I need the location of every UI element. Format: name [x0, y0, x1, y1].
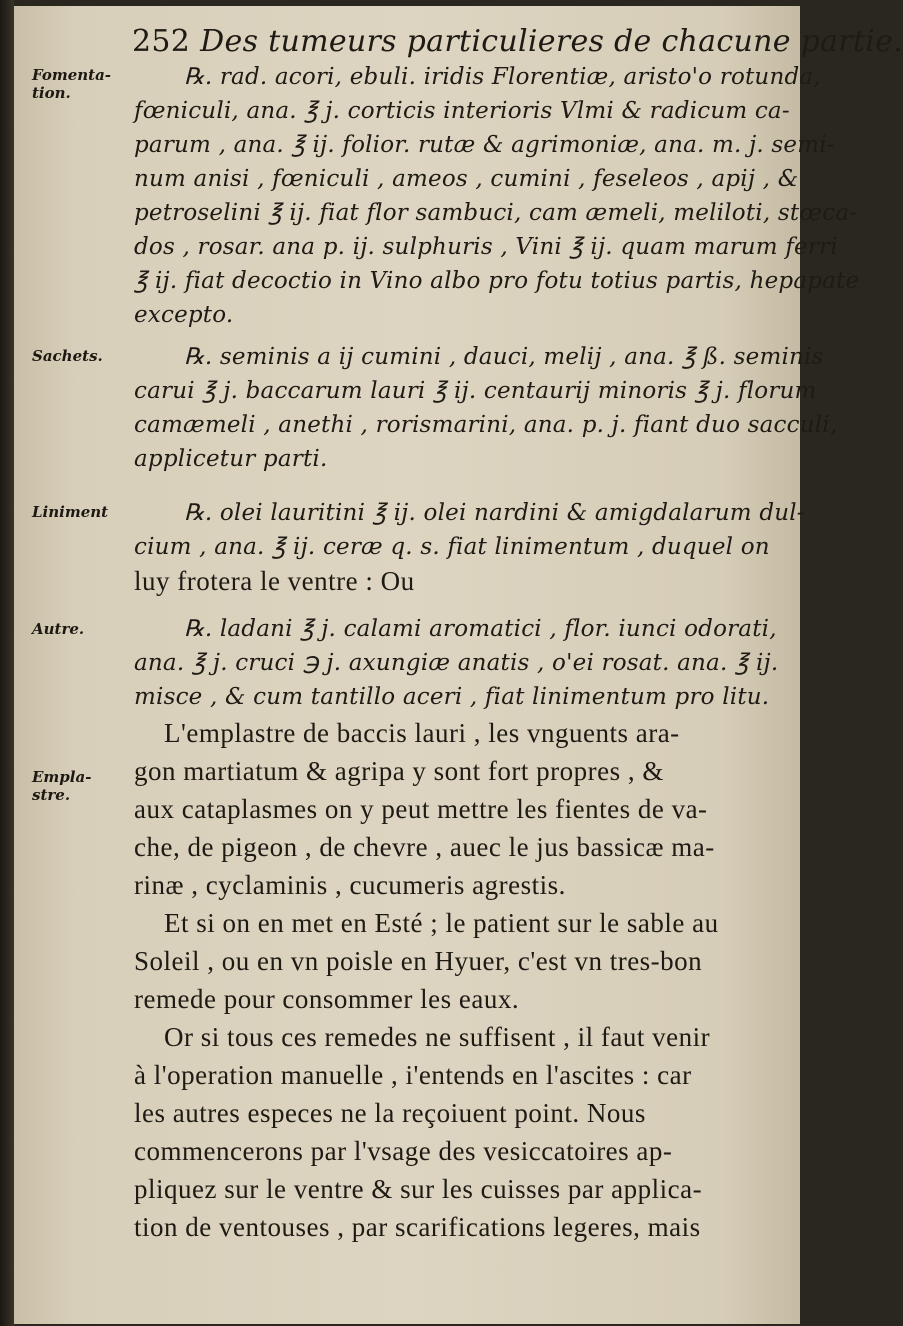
- margin-note-autre: Autre.: [32, 620, 85, 638]
- text-line: parum , ana. ℥ ij. folior. rutæ & agrimoniæ, ana. m. j. semi-: [134, 132, 835, 158]
- text-line: les autres especes ne la reçoiuent point. Nous: [134, 1098, 646, 1128]
- text-line: che, de pigeon , de chevre , auec le jus bassicæ ma-: [134, 832, 715, 862]
- text-line: ℞. seminis a ij cumini , dauci, melij , ana. ℥ ß. seminis: [184, 344, 824, 370]
- page-number: 252: [132, 24, 191, 59]
- text-line: ℥ ij. fiat decoctio in Vino albo pro fotu totius partis, hepapate: [134, 268, 860, 294]
- text-line: Soleil , ou en vn poisle en Hyuer, c'est vn tres-bon: [134, 946, 703, 976]
- text-line: luy frotera le ventre : Ou: [134, 566, 415, 596]
- margin-note-emplastre: Empla- stre.: [32, 768, 92, 804]
- text-line: cium , ana. ℥ ij. ceræ q. s. fiat linimentum , duquel on: [134, 534, 770, 560]
- book-page: [14, 6, 903, 1324]
- text-line: excepto.: [134, 302, 234, 328]
- text-line: camæmeli , anethi , rorismarini, ana. p. j. fiant duo sacculi,: [134, 412, 838, 438]
- text-line: carui ℥ j. baccarum lauri ℥ ij. centaurij minoris ℥ j. florum: [134, 378, 817, 404]
- text-line: ana. ℥ j. cruci ℈ j. axungiæ anatis , o'ei rosat. ana. ℥ ij.: [134, 650, 779, 676]
- book-gutter: [0, 0, 14, 1326]
- running-head: [132, 24, 903, 59]
- text-line: Or si tous ces remedes ne suffisent , il faut venir: [164, 1022, 711, 1052]
- text-line: L'emplastre de baccis lauri , les vnguents ara-: [164, 718, 680, 748]
- text-line: fœniculi, ana. ℥ j. corticis interioris Vlmi & radicum ca-: [134, 98, 790, 124]
- text-line: applicetur parti.: [134, 446, 328, 472]
- text-line: pliquez sur le ventre & sur les cuisses par applica-: [134, 1174, 703, 1204]
- text-line: aux cataplasmes on y peut mettre les fientes de va-: [134, 794, 708, 824]
- text-line: misce , & cum tantillo aceri , fiat linimentum pro litu.: [134, 684, 770, 710]
- running-title: Des tumeurs particulieres de chacune partie.: [200, 24, 903, 59]
- text-line: commencerons par l'vsage des vesiccatoires ap-: [134, 1136, 673, 1166]
- margin-note-sachets: Sachets.: [32, 347, 103, 365]
- text-line: remede pour consommer les eaux.: [134, 984, 520, 1014]
- text-line: Et si on en met en Esté ; le patient sur le sable au: [164, 908, 719, 938]
- text-line: à l'operation manuelle , i'entends en l'ascites : car: [134, 1060, 692, 1090]
- text-line: dos , rosar. ana p. ij. sulphuris , Vini ℥ ij. quam marum ferri: [134, 234, 838, 260]
- text-line: tion de ventouses , par scarifications legeres, mais: [134, 1212, 701, 1242]
- margin-note-fomentation: Fomenta- tion.: [32, 66, 112, 102]
- text-line: ℞. olei lauritini ℥ ij. olei nardini & amigdalarum dul-: [184, 500, 805, 526]
- text-line: gon martiatum & agripa y sont fort propres , &: [134, 756, 664, 786]
- text-line: petroselini ℥ ij. fiat flor sambuci, cam æmeli, meliloti, stœca-: [134, 200, 858, 226]
- text-line: ℞. rad. acori, ebuli. iridis Florentiæ, aristo'o rotunda,: [184, 64, 821, 90]
- margin-note-liniment: Liniment: [32, 503, 109, 521]
- text-line: num anisi , fœniculi , ameos , cumini , feseleos , apij , &: [134, 166, 799, 192]
- text-line: rinæ , cyclaminis , cucumeris agrestis.: [134, 870, 566, 900]
- text-line: ℞. ladani ℥ j. calami aromatici , flor. iunci odorati,: [184, 616, 777, 642]
